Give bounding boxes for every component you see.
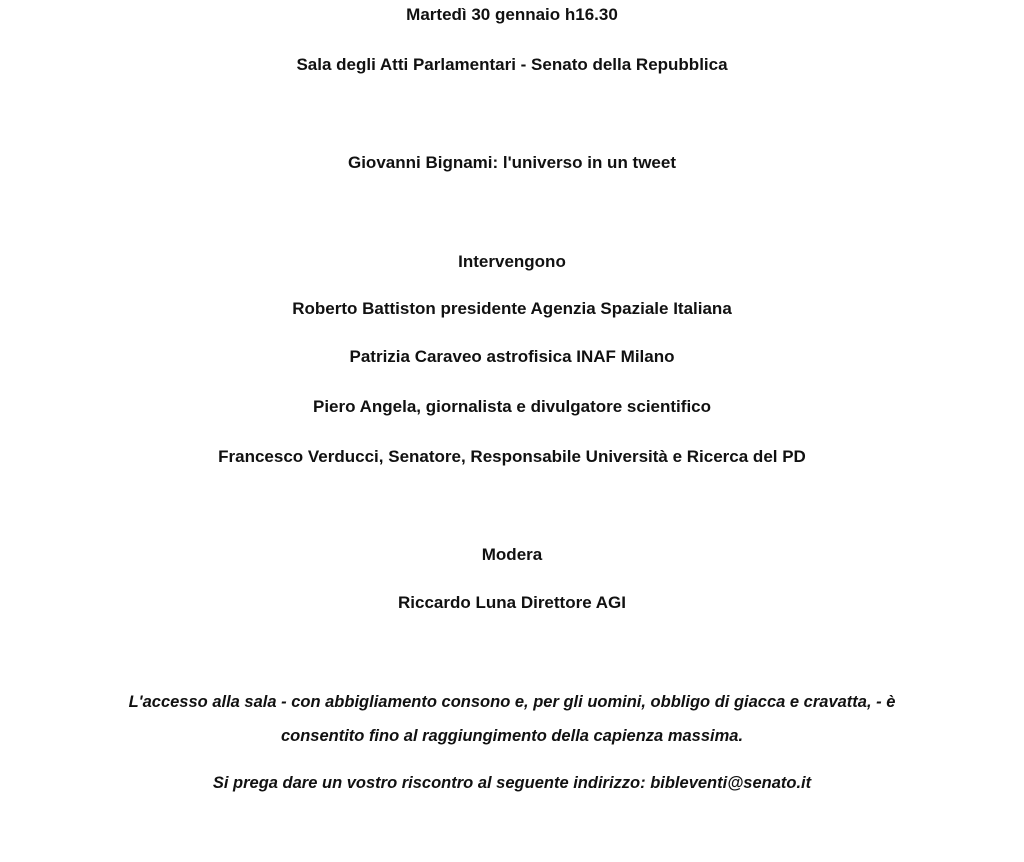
event-venue: Sala degli Atti Parlamentari - Senato della Repubblica [296, 55, 728, 74]
speaker-item: Patrizia Caraveo astrofisica INAF Milano [349, 347, 675, 366]
speakers-heading: Intervengono [458, 252, 566, 271]
speaker-item: Roberto Battiston presidente Agenzia Spaziale Italiana [292, 299, 732, 318]
speaker-item: Francesco Verducci, Senatore, Responsabile Università e Ricerca del PD [218, 447, 806, 466]
access-notice-line-2: consentito fino al raggiungimento della capienza massima. [280, 727, 744, 745]
moderator-name: Riccardo Luna Direttore AGI [398, 593, 626, 612]
speaker-item: Piero Angela, giornalista e divulgatore scientifico [312, 397, 712, 416]
access-notice-line-1: L'accesso alla sala - con abbigliamento consono e, per gli uomini, obbligo di giacca e cravatta, - è [128, 693, 896, 711]
event-date-time: Martedì 30 gennaio h16.30 [406, 5, 618, 24]
event-title: Giovanni Bignami: l'universo in un tweet [347, 153, 677, 172]
rsvp-notice: Si prega dare un vostro riscontro al seguente indirizzo: bibleventi@senato.it [212, 774, 812, 792]
moderator-heading: Modera [481, 545, 543, 564]
